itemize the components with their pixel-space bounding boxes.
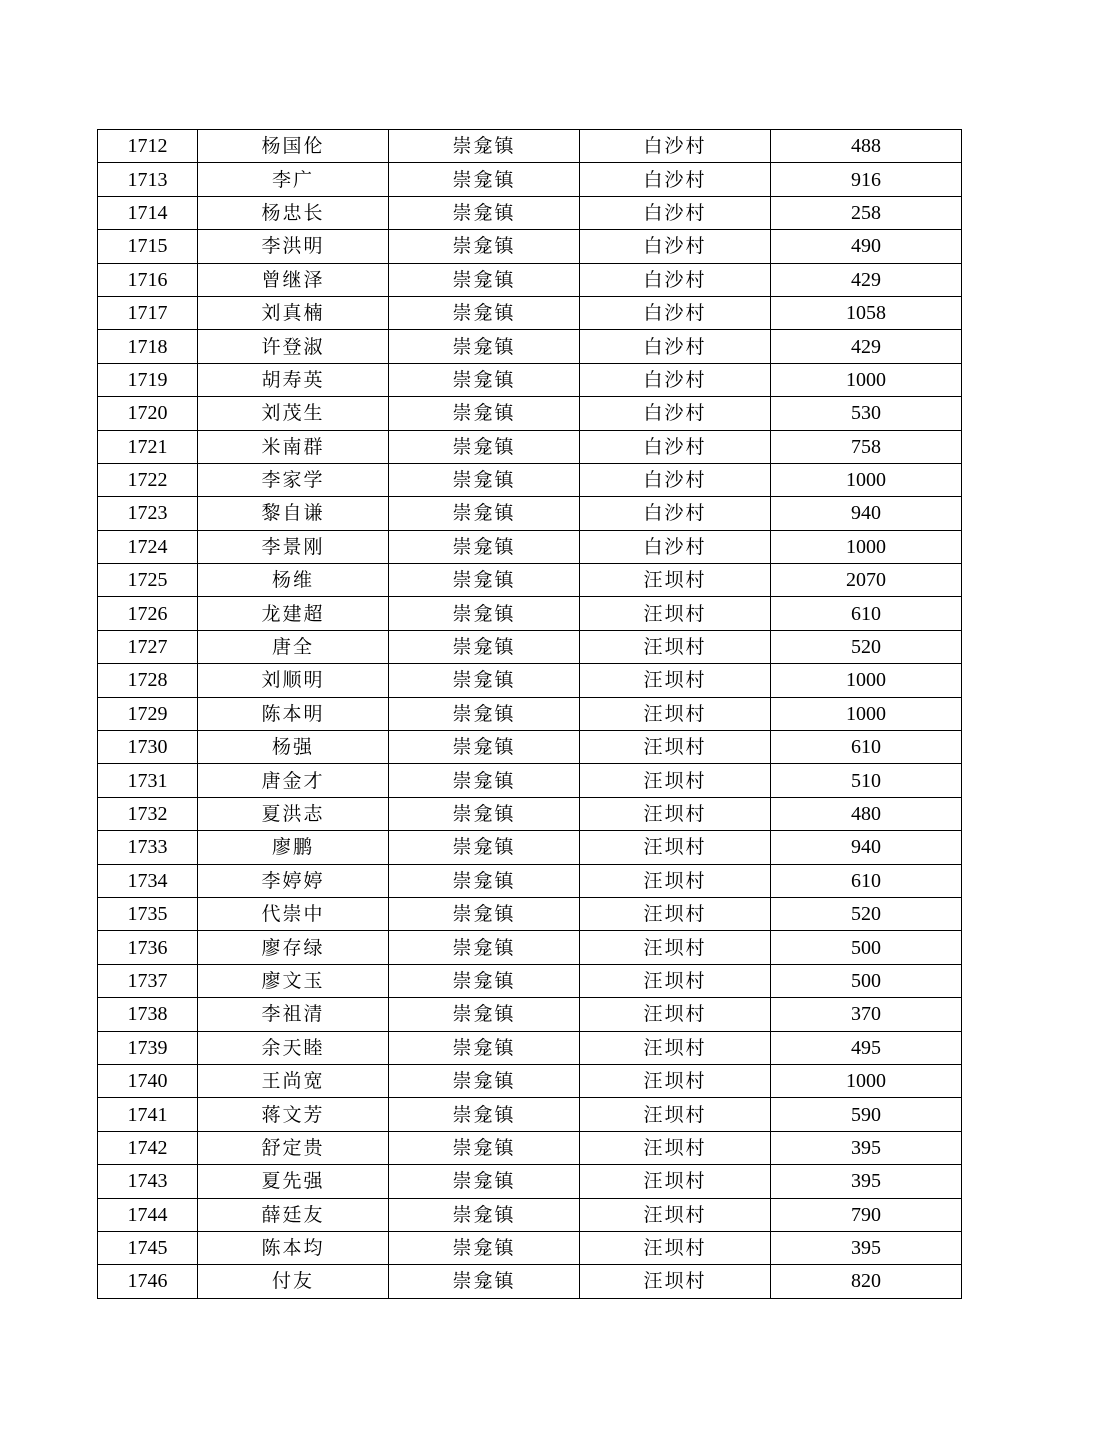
amount-cell: 1000 — [771, 363, 962, 396]
name-cell: 陈本均 — [198, 1231, 389, 1264]
name-cell: 王尚宽 — [198, 1064, 389, 1097]
name-cell: 刘茂生 — [198, 397, 389, 430]
village-cell: 汪坝村 — [580, 1064, 771, 1097]
amount-cell: 940 — [771, 497, 962, 530]
row-number-cell: 1723 — [98, 497, 198, 530]
village-cell: 白沙村 — [580, 130, 771, 163]
table-row — [98, 1031, 962, 1064]
town-cell: 崇龛镇 — [389, 497, 580, 530]
name-cell: 李祖清 — [198, 998, 389, 1031]
town-cell: 崇龛镇 — [389, 564, 580, 597]
table-row — [98, 998, 962, 1031]
table-row — [98, 1265, 962, 1298]
town-cell: 崇龛镇 — [389, 897, 580, 930]
village-cell: 汪坝村 — [580, 797, 771, 830]
name-cell: 刘真楠 — [198, 296, 389, 329]
table-row — [98, 664, 962, 697]
name-cell: 杨强 — [198, 731, 389, 764]
village-cell: 汪坝村 — [580, 564, 771, 597]
town-cell: 崇龛镇 — [389, 831, 580, 864]
row-number-cell: 1733 — [98, 831, 198, 864]
amount-cell: 490 — [771, 230, 962, 263]
village-cell: 汪坝村 — [580, 697, 771, 730]
row-number-cell: 1746 — [98, 1265, 198, 1298]
village-cell: 白沙村 — [580, 163, 771, 196]
amount-cell: 1000 — [771, 463, 962, 496]
amount-cell: 820 — [771, 1265, 962, 1298]
name-cell: 李婷婷 — [198, 864, 389, 897]
village-cell: 汪坝村 — [580, 1198, 771, 1231]
amount-cell: 258 — [771, 196, 962, 229]
table-body — [98, 130, 962, 1299]
village-cell: 汪坝村 — [580, 597, 771, 630]
town-cell: 崇龛镇 — [389, 697, 580, 730]
amount-cell: 500 — [771, 964, 962, 997]
town-cell: 崇龛镇 — [389, 330, 580, 363]
village-cell: 白沙村 — [580, 530, 771, 563]
row-number-cell: 1741 — [98, 1098, 198, 1131]
village-cell: 汪坝村 — [580, 831, 771, 864]
row-number-cell: 1731 — [98, 764, 198, 797]
town-cell: 崇龛镇 — [389, 931, 580, 964]
row-number-cell: 1719 — [98, 363, 198, 396]
row-number-cell: 1726 — [98, 597, 198, 630]
table-row — [98, 831, 962, 864]
table-row — [98, 530, 962, 563]
name-cell: 李洪明 — [198, 230, 389, 263]
amount-cell: 488 — [771, 130, 962, 163]
row-number-cell: 1725 — [98, 564, 198, 597]
town-cell: 崇龛镇 — [389, 731, 580, 764]
row-number-cell: 1729 — [98, 697, 198, 730]
table-row — [98, 764, 962, 797]
village-cell: 汪坝村 — [580, 964, 771, 997]
table-row — [98, 1231, 962, 1264]
name-cell: 刘顺明 — [198, 664, 389, 697]
town-cell: 崇龛镇 — [389, 463, 580, 496]
name-cell: 许登淑 — [198, 330, 389, 363]
village-cell: 汪坝村 — [580, 664, 771, 697]
town-cell: 崇龛镇 — [389, 664, 580, 697]
amount-cell: 610 — [771, 731, 962, 764]
name-cell: 廖存绿 — [198, 931, 389, 964]
row-number-cell: 1734 — [98, 864, 198, 897]
town-cell: 崇龛镇 — [389, 597, 580, 630]
name-cell: 代崇中 — [198, 897, 389, 930]
name-cell: 廖鹏 — [198, 831, 389, 864]
village-cell: 汪坝村 — [580, 630, 771, 663]
table-row — [98, 296, 962, 329]
amount-cell: 429 — [771, 330, 962, 363]
amount-cell: 610 — [771, 597, 962, 630]
row-number-cell: 1718 — [98, 330, 198, 363]
town-cell: 崇龛镇 — [389, 1231, 580, 1264]
row-number-cell: 1735 — [98, 897, 198, 930]
amount-cell: 758 — [771, 430, 962, 463]
amount-cell: 1000 — [771, 530, 962, 563]
table-row — [98, 163, 962, 196]
row-number-cell: 1715 — [98, 230, 198, 263]
table-row — [98, 497, 962, 530]
table-row — [98, 731, 962, 764]
row-number-cell: 1722 — [98, 463, 198, 496]
town-cell: 崇龛镇 — [389, 230, 580, 263]
table-row — [98, 597, 962, 630]
village-cell: 汪坝村 — [580, 731, 771, 764]
table-row — [98, 797, 962, 830]
town-cell: 崇龛镇 — [389, 1131, 580, 1164]
data-table — [97, 129, 962, 1299]
town-cell: 崇龛镇 — [389, 797, 580, 830]
village-cell: 汪坝村 — [580, 1265, 771, 1298]
town-cell: 崇龛镇 — [389, 397, 580, 430]
village-cell: 汪坝村 — [580, 1231, 771, 1264]
row-number-cell: 1744 — [98, 1198, 198, 1231]
amount-cell: 916 — [771, 163, 962, 196]
village-cell: 汪坝村 — [580, 864, 771, 897]
table-row — [98, 964, 962, 997]
town-cell: 崇龛镇 — [389, 1064, 580, 1097]
amount-cell: 480 — [771, 797, 962, 830]
amount-cell: 1058 — [771, 296, 962, 329]
row-number-cell: 1728 — [98, 664, 198, 697]
town-cell: 崇龛镇 — [389, 430, 580, 463]
town-cell: 崇龛镇 — [389, 296, 580, 329]
name-cell: 蒋文芳 — [198, 1098, 389, 1131]
table-row — [98, 1131, 962, 1164]
name-cell: 米南群 — [198, 430, 389, 463]
row-number-cell: 1738 — [98, 998, 198, 1031]
amount-cell: 395 — [771, 1165, 962, 1198]
village-cell: 汪坝村 — [580, 1165, 771, 1198]
table-row — [98, 630, 962, 663]
amount-cell: 2070 — [771, 564, 962, 597]
row-number-cell: 1737 — [98, 964, 198, 997]
village-cell: 白沙村 — [580, 497, 771, 530]
amount-cell: 1000 — [771, 664, 962, 697]
town-cell: 崇龛镇 — [389, 1265, 580, 1298]
town-cell: 崇龛镇 — [389, 964, 580, 997]
amount-cell: 590 — [771, 1098, 962, 1131]
name-cell: 李广 — [198, 163, 389, 196]
name-cell: 廖文玉 — [198, 964, 389, 997]
name-cell: 唐金才 — [198, 764, 389, 797]
name-cell: 杨忠长 — [198, 196, 389, 229]
town-cell: 崇龛镇 — [389, 998, 580, 1031]
town-cell: 崇龛镇 — [389, 1165, 580, 1198]
row-number-cell: 1717 — [98, 296, 198, 329]
town-cell: 崇龛镇 — [389, 163, 580, 196]
row-number-cell: 1721 — [98, 430, 198, 463]
table-row — [98, 397, 962, 430]
table-row — [98, 463, 962, 496]
row-number-cell: 1713 — [98, 163, 198, 196]
row-number-cell: 1743 — [98, 1165, 198, 1198]
village-cell: 汪坝村 — [580, 764, 771, 797]
amount-cell: 429 — [771, 263, 962, 296]
table-row — [98, 230, 962, 263]
village-cell: 白沙村 — [580, 330, 771, 363]
village-cell: 汪坝村 — [580, 1031, 771, 1064]
village-cell: 白沙村 — [580, 430, 771, 463]
name-cell: 唐全 — [198, 630, 389, 663]
row-number-cell: 1736 — [98, 931, 198, 964]
table-row — [98, 330, 962, 363]
row-number-cell: 1730 — [98, 731, 198, 764]
town-cell: 崇龛镇 — [389, 196, 580, 229]
amount-cell: 520 — [771, 897, 962, 930]
table-row — [98, 697, 962, 730]
village-cell: 白沙村 — [580, 397, 771, 430]
name-cell: 龙建超 — [198, 597, 389, 630]
row-number-cell: 1740 — [98, 1064, 198, 1097]
row-number-cell: 1742 — [98, 1131, 198, 1164]
table-row — [98, 130, 962, 163]
village-cell: 白沙村 — [580, 263, 771, 296]
amount-cell: 530 — [771, 397, 962, 430]
row-number-cell: 1712 — [98, 130, 198, 163]
row-number-cell: 1745 — [98, 1231, 198, 1264]
table-row — [98, 897, 962, 930]
name-cell: 李景刚 — [198, 530, 389, 563]
village-cell: 汪坝村 — [580, 931, 771, 964]
name-cell: 夏先强 — [198, 1165, 389, 1198]
village-cell: 汪坝村 — [580, 897, 771, 930]
table-row — [98, 1064, 962, 1097]
name-cell: 余天睦 — [198, 1031, 389, 1064]
row-number-cell: 1739 — [98, 1031, 198, 1064]
amount-cell: 1000 — [771, 697, 962, 730]
table-row — [98, 1165, 962, 1198]
town-cell: 崇龛镇 — [389, 1098, 580, 1131]
row-number-cell: 1727 — [98, 630, 198, 663]
amount-cell: 510 — [771, 764, 962, 797]
name-cell: 夏洪志 — [198, 797, 389, 830]
village-cell: 白沙村 — [580, 230, 771, 263]
town-cell: 崇龛镇 — [389, 263, 580, 296]
town-cell: 崇龛镇 — [389, 130, 580, 163]
village-cell: 汪坝村 — [580, 1098, 771, 1131]
name-cell: 付友 — [198, 1265, 389, 1298]
town-cell: 崇龛镇 — [389, 764, 580, 797]
row-number-cell: 1720 — [98, 397, 198, 430]
amount-cell: 520 — [771, 630, 962, 663]
table-row — [98, 1198, 962, 1231]
amount-cell: 610 — [771, 864, 962, 897]
town-cell: 崇龛镇 — [389, 530, 580, 563]
table-row — [98, 196, 962, 229]
village-cell: 汪坝村 — [580, 998, 771, 1031]
village-cell: 白沙村 — [580, 363, 771, 396]
village-cell: 白沙村 — [580, 463, 771, 496]
table-row — [98, 1098, 962, 1131]
amount-cell: 790 — [771, 1198, 962, 1231]
town-cell: 崇龛镇 — [389, 363, 580, 396]
amount-cell: 500 — [771, 931, 962, 964]
table-row — [98, 363, 962, 396]
village-cell: 汪坝村 — [580, 1131, 771, 1164]
town-cell: 崇龛镇 — [389, 864, 580, 897]
name-cell: 陈本明 — [198, 697, 389, 730]
village-cell: 白沙村 — [580, 196, 771, 229]
amount-cell: 395 — [771, 1131, 962, 1164]
village-cell: 白沙村 — [580, 296, 771, 329]
row-number-cell: 1716 — [98, 263, 198, 296]
town-cell: 崇龛镇 — [389, 630, 580, 663]
name-cell: 李家学 — [198, 463, 389, 496]
name-cell: 胡寿英 — [198, 363, 389, 396]
row-number-cell: 1724 — [98, 530, 198, 563]
table-row — [98, 564, 962, 597]
name-cell: 曾继泽 — [198, 263, 389, 296]
amount-cell: 1000 — [771, 1064, 962, 1097]
table-row — [98, 263, 962, 296]
table-row — [98, 430, 962, 463]
amount-cell: 370 — [771, 998, 962, 1031]
name-cell: 黎自谦 — [198, 497, 389, 530]
amount-cell: 495 — [771, 1031, 962, 1064]
table-row — [98, 864, 962, 897]
name-cell: 薛廷友 — [198, 1198, 389, 1231]
table-row — [98, 931, 962, 964]
row-number-cell: 1732 — [98, 797, 198, 830]
town-cell: 崇龛镇 — [389, 1198, 580, 1231]
town-cell: 崇龛镇 — [389, 1031, 580, 1064]
amount-cell: 940 — [771, 831, 962, 864]
row-number-cell: 1714 — [98, 196, 198, 229]
amount-cell: 395 — [771, 1231, 962, 1264]
name-cell: 杨维 — [198, 564, 389, 597]
name-cell: 杨国伦 — [198, 130, 389, 163]
name-cell: 舒定贵 — [198, 1131, 389, 1164]
